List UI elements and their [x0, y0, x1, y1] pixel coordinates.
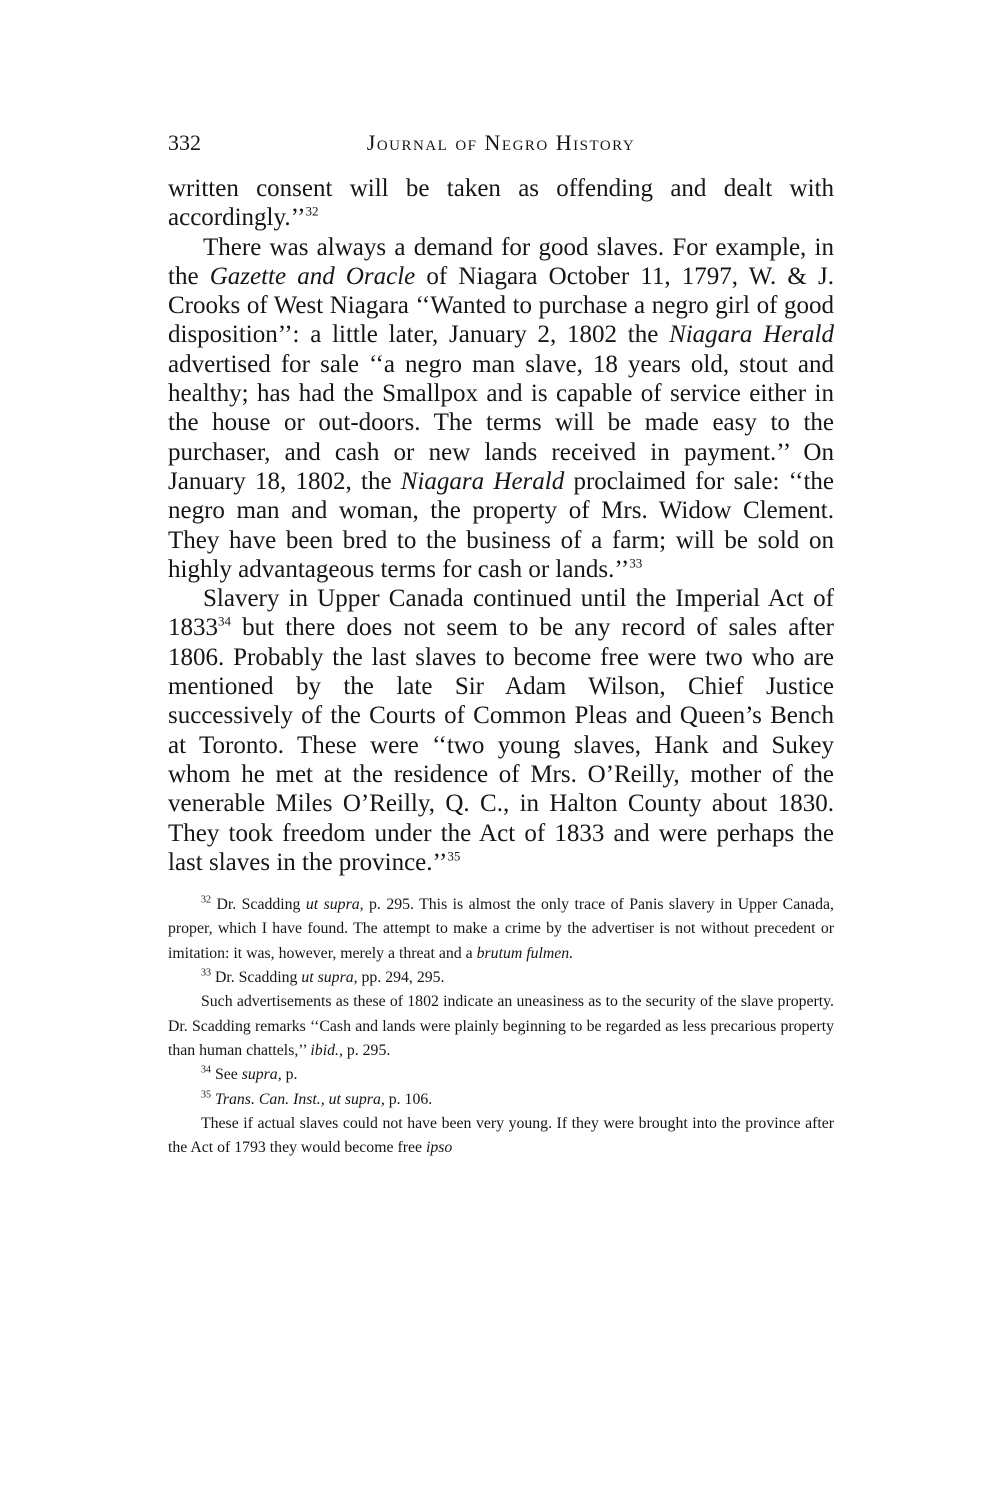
paragraph-1 [168, 174, 834, 233]
footnote-33-cont-text-a: Such advertisements as these of 1802 indicate an uneasiness as to the security of the slave property. Dr. Scadding remarks ‘‘Cash and lands were plainly beginning to be regarded as less precarious property than human chattels,’’ [168, 993, 834, 1059]
footnote-34-text-a: See [211, 1066, 242, 1084]
footnote-33 [168, 966, 834, 990]
footnote-33-text-b: pp. 294, 295. [357, 969, 445, 987]
body-text [168, 174, 834, 877]
footnote-35-cont-italic: ipso [425, 1139, 453, 1157]
footnotes [168, 893, 834, 1160]
footnote-34 [168, 1063, 834, 1087]
footnote-ref-34: 34 [218, 614, 231, 630]
paragraph-2-text-a: There was always a demand for good slaves. For example, in the [168, 233, 834, 290]
footnote-ref-33: 33 [629, 555, 643, 571]
footnote-32 [168, 893, 834, 966]
footnote-35-italic: Trans. Can. Inst., ut supra, [211, 1090, 385, 1108]
footnote-32-italic-1: ut supra, [305, 896, 364, 914]
journal-title: Journal of Negro History [366, 130, 636, 155]
footnote-35-continuation [168, 1112, 834, 1161]
footnote-33-text-a: Dr. Scadding [211, 969, 302, 987]
herald-title-1: Niagara Herald [669, 321, 834, 349]
footnote-32-number: 32 [201, 894, 211, 906]
footnote-35-text-b: p. 106. [384, 1090, 433, 1108]
paragraph-3-text-a: Slavery in Upper Canada continued until the Imperial Act of 1833 [168, 585, 834, 642]
paragraph-2-text-c: advertised for sale ‘‘a negro man slave, 18 years old, stout and healthy; has had the Smallpox and is capable of service either in the house or out-doors. The terms will be made easy to the purchaser, and cash or new lands received in payment.’’ On January 18, 1802, the [168, 350, 834, 495]
paragraph-1-text: written consent will be taken as offending and dealt with accordingly.’’ [168, 175, 834, 232]
paragraph-3-text-b: but there does not seem to be any record of sales after 1806. Probably the last slaves to become free were two who are mentioned by the late Sir Adam Wilson, Chief Justice successively of the Courts of Common Pleas and Queen’s Bench at Toronto. These were ‘‘two young slaves, Hank and Sukey whom he met at the residence of Mrs. O’Reilly, mother of the venerable Miles O’Reilly, Q. C., in Halton County about 1830. They took freedom under the Act of 1833 and were perhaps the last slaves in the province.’’ [168, 614, 834, 876]
footnote-35-number: 35 [201, 1089, 211, 1101]
footnote-32-text-a: Dr. Scadding [211, 896, 306, 914]
paragraph-2-text-d: proclaimed for sale: ‘‘the negro man and woman, the property of Mrs. Widow Clement. They have been bred to the business of a farm; will be sold on highly advantageous terms for cash or lands.’’ [168, 467, 834, 583]
footnote-32-text-b: p. 295. This is almost the only trace of Panis slavery in Upper Canada, proper, which I have found. The attempt to make a crime by the advertiser is not without precedent or imitation: it was, however, merely a threat and a [168, 896, 834, 962]
paragraph-3 [168, 584, 834, 877]
footnote-34-italic: supra, [241, 1066, 282, 1084]
paragraph-2 [168, 233, 834, 585]
footnote-ref-32: 32 [305, 203, 319, 219]
footnote-33-continuation [168, 990, 834, 1063]
page-number: 332 [168, 130, 201, 155]
document-page [168, 128, 834, 1160]
footnote-33-cont-italic: ibid., [310, 1041, 343, 1059]
running-head [168, 128, 834, 164]
herald-title-2: Niagara Herald [400, 467, 565, 495]
footnote-34-text-b: p. [281, 1066, 298, 1084]
footnote-35-cont-text: These if actual slaves could not have been very young. If they were brought into the province after the Act of 1793 they would become free [168, 1114, 834, 1157]
footnote-34-number: 34 [201, 1064, 211, 1076]
footnote-32-italic-2: brutum fulmen. [476, 944, 574, 962]
footnote-33-cont-text-b: p. 295. [342, 1041, 391, 1059]
footnote-ref-35: 35 [447, 848, 461, 864]
footnote-33-number: 33 [201, 967, 211, 979]
footnote-35 [168, 1088, 834, 1112]
footnote-33-italic: ut supra, [301, 969, 358, 987]
paragraph-2-text-b: of Niagara October 11, 1797, W. & J. Crooks of West Niagara ‘‘Wanted to purchase a negro girl of good disposition’’: a little later, January 2, 1802 the [168, 262, 834, 349]
gazette-title: Gazette and Oracle [209, 262, 416, 290]
